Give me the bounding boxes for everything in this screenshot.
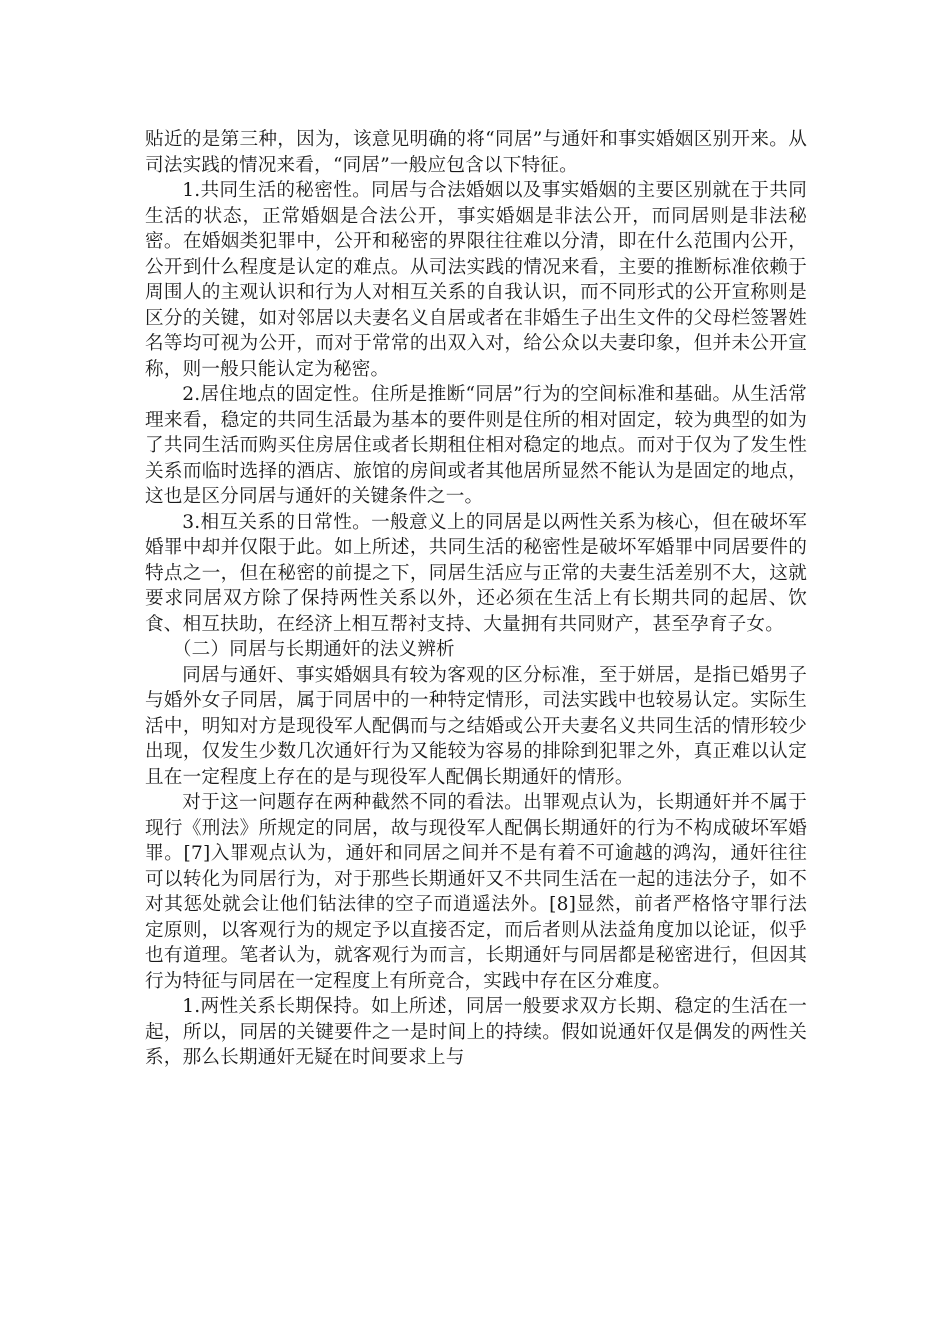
section-heading: （二）同居与长期通奸的法义辨析 — [172, 639, 455, 660]
paragraph-long-term: 1.两性关系长期保持。如上所述，同居一般要求双方长期、稳定的生活在一起，所以，同居的关键要件之一是时间上的持续。假如说通奸仅是偶发的两性关系，那么长期通奸无疑在时间要求上与 — [145, 996, 807, 1068]
document-page — [145, 127, 807, 1071]
paragraph-distinction: 同居与通奸、事实婚姻具有较为客观的区分标准，至于姘居，是指已婚男子与婚外女子同居，属于同居中的一种特定情形，司法实践中也较易认定。实际生活中，明知对方是现役军人配偶而与之结婚或公开夫妻名义共同生活的情形较少出现，仅发生少数几次通奸行为又能较为容易的排除到犯罪之外，真正难以认定且在一定程度上存在的是与现役军人配偶长期通奸的情形。 — [145, 664, 807, 788]
paragraph-daily-relationship: 3.相互关系的日常性。一般意义上的同居是以两性关系为核心，但在破坏军婚罪中却并仅限于此。如上所述，共同生活的秘密性是破坏军婚罪中同居要件的特点之一，但在秘密的前提之下，同居生活应与正常的夫妻生活差别不大，这就要求同居双方除了保持两性关系以外，还必须在生活上有长期共同的起居、饮食、相互扶助，在经济上相互帮衬支持、大量拥有共同财产，甚至孕育子女。 — [145, 511, 807, 635]
paragraph-two-views: 对于这一问题存在两种截然不同的看法。出罪观点认为，长期通奸并不属于现行《刑法》所规定的同居，故与现役军人配偶长期通奸的行为不构成破坏军婚罪。[7]入罪观点认为，通奸和同居之间并不是有着不可逾越的鸿沟，通奸往往可以转化为同居行为，对于那些长期通奸又不共同生活在一起的违法分子，如不对其惩处就会让他们钻法律的空子而逍遥法外。[8]显然，前者严格恪守罪行法定原则，以客观行为的规定予以直接否定，而后者则从法益角度加以论证，似乎也有道理。笔者认为，就客观行为而言，长期通奸与同居都是秘密进行，但因其行为特征与同居在一定程度上有所竞合，实践中存在区分难度。 — [145, 792, 807, 992]
paragraph-secrecy: 1.共同生活的秘密性。同居与合法婚姻以及事实婚姻的主要区别就在于共同生活的状态，正常婚姻是合法公开，事实婚姻是非法公开，而同居则是非法秘密。在婚姻类犯罪中，公开和秘密的界限往往难以分清，即在什么范围内公开，公开到什么程度是认定的难点。从司法实践的情况来看，主要的推断标准依赖于周围人的主观认识和行为人对相互关系的自我认识，而不同形式的公开宣称则是区分的关键，如对邻居以夫妻名义自居或者在非婚生子出生文件的父母栏签署姓名等均可视为公开，而对于常常的出双入对，给公众以夫妻印象，但并未公开宣称，则一般只能认定为秘密。 — [145, 180, 807, 380]
paragraph-intro: 贴近的是第三种，因为，该意见明确的将“同居”与通奸和事实婚姻区别开来。从司法实践的情况来看，“同居”一般应包含以下特征。 — [145, 129, 807, 176]
paragraph-fixed-residence: 2.居住地点的固定性。住所是推断“同居”行为的空间标准和基础。从生活常理来看，稳定的共同生活最为基本的要件则是住所的相对固定，较为典型的如为了共同生活而购买住房居住或者长期租住相对稳定的地点。而对于仅为了发生性关系而临时选择的酒店、旅馆的房间或者其他居所显然不能认为是固定的地点，这也是区分同居与通奸的关键条件之一。 — [145, 384, 807, 507]
